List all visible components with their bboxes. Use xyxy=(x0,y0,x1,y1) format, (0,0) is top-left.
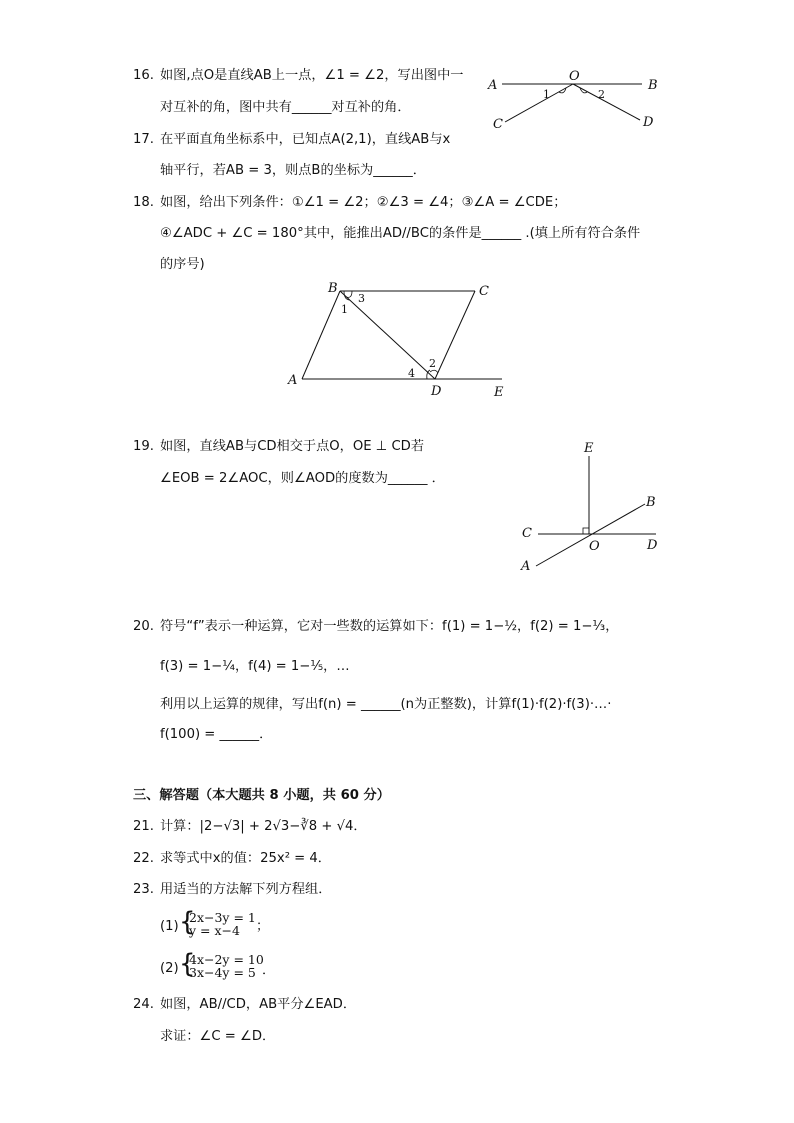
question-number: 19. xyxy=(133,439,154,454)
q20-line3: 利用以上运算的规律，写出f(n) = ______(n为正整数)，计算f(1)·f(2)·f(3)·…· xyxy=(160,697,612,712)
point-label-E: E xyxy=(494,385,504,400)
q17-line2: 轴平行，若AB = 3，则点B的坐标为______． xyxy=(160,163,426,178)
equation-row: 4x−2y = 10 xyxy=(189,952,264,967)
q20-line2: f(3) = 1−¼，f(4) = 1−⅕，… xyxy=(160,659,350,674)
angle-label-3: 3 xyxy=(358,292,365,305)
point-label-C: C xyxy=(493,117,503,132)
angle-label-1: 1 xyxy=(543,88,550,101)
q20-line1: 符号“f”表示一种运算，它对一些数的运算如下：f(1) = 1−½，f(2) = 1−⅓， xyxy=(160,619,619,634)
q18-line2: ④∠ADC + ∠C = 180°其中，能推出AD//BC的条件是______ .(填上所有符合条件 xyxy=(160,226,641,241)
question-number: 16. xyxy=(133,68,154,83)
brace-icon: { xyxy=(179,949,196,979)
q23-part1-end: ； xyxy=(256,919,270,934)
q18-line1: 如图，给出下列条件：①∠1 = ∠2；②∠3 = ∠4；③∠A = ∠CDE； xyxy=(160,195,567,210)
question-number: 24. xyxy=(133,997,154,1012)
question-number: 21. xyxy=(133,819,154,834)
angle-label-1: 1 xyxy=(341,303,348,316)
q24-line1: 如图，AB//CD，AB平分∠EAD． xyxy=(160,997,357,1012)
q23-text: 用适当的方法解下列方程组． xyxy=(160,882,332,897)
q24-line2: 求证：∠C = ∠D． xyxy=(160,1029,276,1044)
equation-row: 2x−3y = 1 xyxy=(189,910,256,925)
brace-icon: { xyxy=(179,907,196,937)
angle-label-2: 2 xyxy=(598,88,605,101)
point-label-O: O xyxy=(569,69,580,84)
angle-label-4: 4 xyxy=(408,367,415,380)
point-label-A: A xyxy=(288,373,298,388)
question-number: 22. xyxy=(133,851,154,866)
question-number: 23. xyxy=(133,882,154,897)
equation-row: y = x−4 xyxy=(189,923,240,938)
point-label-C: C xyxy=(479,284,489,299)
q16-line2: 对互补的角，图中共有______对互补的角． xyxy=(160,100,411,115)
q22-text: 求等式中x的值：25x² = 4． xyxy=(160,851,331,866)
question-number: 18. xyxy=(133,195,154,210)
q23-part1-label: (1) xyxy=(160,919,179,934)
point-label-A: A xyxy=(488,78,498,93)
equation-row: 3x−4y = 5 xyxy=(189,965,256,980)
point-label-D: D xyxy=(647,538,658,553)
question-number: 20. xyxy=(133,619,154,634)
question-number: 17. xyxy=(133,132,154,147)
point-label-O: O xyxy=(589,539,600,554)
section-heading: 三、解答题（本大题共 8 小题，共 60 分） xyxy=(133,788,390,803)
q20-line4: f(100) = ______． xyxy=(160,727,273,742)
q18-figure xyxy=(280,278,520,408)
q19-figure xyxy=(510,436,670,576)
point-label-B: B xyxy=(328,281,338,296)
q17-line1: 在平面直角坐标系中，已知点A(2,1)，直线AB与x xyxy=(160,132,451,147)
q19-line1: 如图，直线AB与CD相交于点O，OE ⊥ CD若 xyxy=(160,439,425,454)
q19-line2: ∠EOB = 2∠AOC，则∠AOD的度数为______ ． xyxy=(160,471,445,486)
q23-part2-end: ． xyxy=(262,963,276,978)
q21-text: 计算：|2−√3| + 2√3−∛8 + √4． xyxy=(160,819,367,834)
point-label-A: A xyxy=(521,559,531,574)
angle-label-2: 2 xyxy=(429,357,436,370)
q18-line3: 的序号) xyxy=(160,257,205,272)
point-label-D: D xyxy=(643,115,654,130)
q16-line1: 如图,点O是直线AB上一点，∠1 = ∠2，写出图中一 xyxy=(160,68,464,83)
point-label-B: B xyxy=(648,78,658,93)
point-label-D: D xyxy=(431,384,442,399)
q23-part2-label: (2) xyxy=(160,961,179,976)
point-label-C: C xyxy=(522,526,532,541)
q16-figure xyxy=(480,62,670,134)
point-label-B: B xyxy=(646,495,656,510)
point-label-E: E xyxy=(584,441,594,456)
